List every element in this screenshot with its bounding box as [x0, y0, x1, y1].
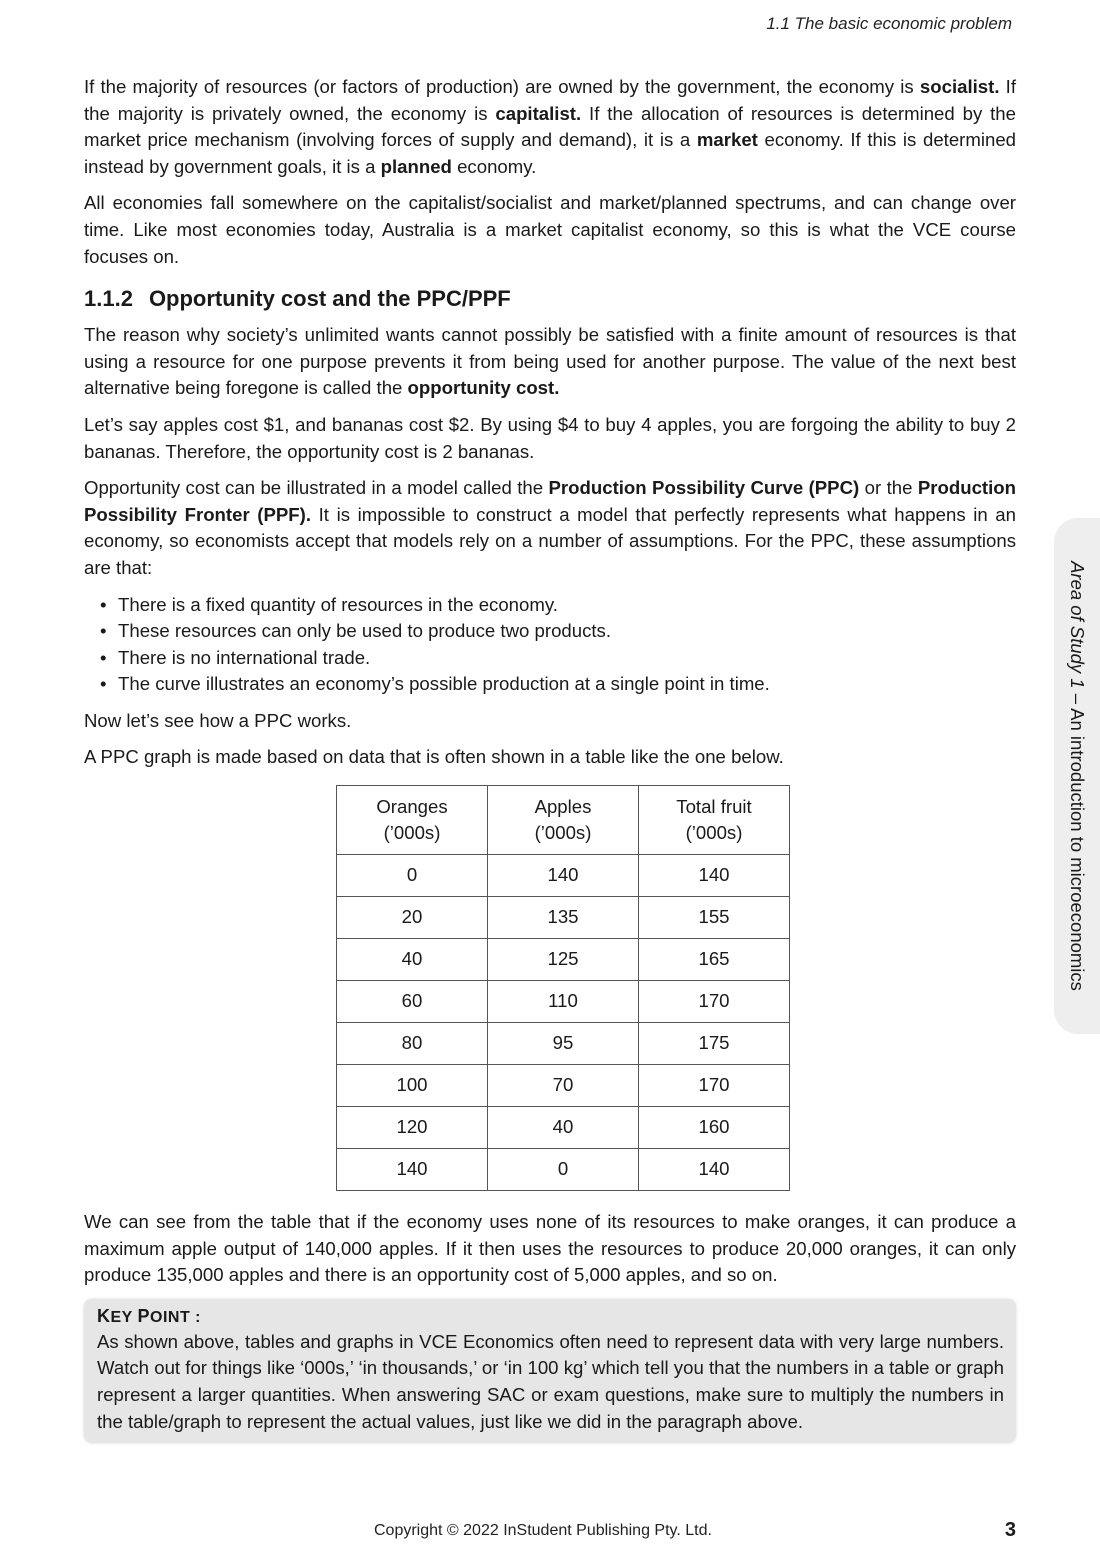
- text: It is impossible to construct a model that perfectly represents what happens in an economy, so economists accept that models rely on a number of assumptions. For the PPC, these assumptions are that:: [84, 503, 1016, 578]
- header-unit: (’000s): [534, 822, 592, 844]
- text: If the majority of resources (or factors of production) are owned by the government, the economy is: [84, 76, 920, 97]
- table-row: [337, 939, 790, 981]
- list-item: • There is no international trade.: [118, 645, 1016, 672]
- list-item: • There is a fixed quantity of resources in the economy.: [118, 592, 1016, 619]
- key-point-text: As shown above, tables and graphs in VCE Economics often need to represent data with very large numbers. Watch out for things like ‘000s,’ ‘in thousands,’ or ‘in 100 kg’ which tell you that the numbers in a table or graph represent a larger quantities. When answering SAC or exam questions, make sure to multiply the numbers in the table/graph to represent the actual values, just like we did in the paragraph above.: [97, 1330, 1004, 1432]
- text: EY: [110, 1308, 138, 1326]
- section-title: Opportunity cost and the PPC/PPF: [148, 286, 511, 312]
- table-row: [337, 855, 790, 897]
- table-row: [337, 1023, 790, 1065]
- text: – An introduction to microeconomics: [1067, 688, 1088, 991]
- cell-oranges: 20: [337, 897, 488, 939]
- running-header: 1.1 The basic economic problem: [766, 14, 1012, 33]
- assumptions-list: [84, 592, 1016, 698]
- text: OINT :: [150, 1308, 202, 1326]
- list-item: • These resources can only be used to produce two products.: [118, 618, 1016, 645]
- paragraph-ppc-model: [84, 475, 1016, 581]
- term-opportunity-cost: opportunity cost.: [407, 377, 560, 399]
- cell-apples: 125: [488, 939, 639, 981]
- text: Area of Study 1: [1067, 561, 1088, 689]
- table-row: [337, 981, 790, 1023]
- paragraph-economy-types: [84, 74, 1016, 180]
- cell-oranges: 80: [337, 1023, 488, 1065]
- cell-total: 170: [639, 981, 790, 1023]
- footer-copyright: Copyright © 2022 InStudent Publishing Pty. Ltd.: [374, 1522, 712, 1539]
- term-ppf: Production Possibility Fronter (PPF).: [84, 477, 1016, 525]
- cell-total: 175: [639, 1023, 790, 1065]
- text: or the: [859, 477, 918, 499]
- paragraph-table-intro: A PPC graph is made based on data that is often shown in a table like the one below.: [84, 746, 784, 768]
- cell-oranges: 0: [337, 855, 488, 897]
- section-heading: [84, 284, 1016, 314]
- cell-oranges: 140: [337, 1149, 488, 1191]
- table-row: [337, 1149, 790, 1191]
- paragraph-spectrum: All economies fall somewhere on the capitalist/socialist and market/planned spectrums, and can change over time. Like most economies today, Australia is a market capitalist economy, so this is what the VCE course focuses on.: [84, 192, 1016, 267]
- cell-apples: 40: [488, 1107, 639, 1149]
- cell-total: 160: [639, 1107, 790, 1149]
- term-planned: planned: [380, 155, 452, 177]
- chapter-side-tab: [1054, 518, 1100, 1034]
- key-point-title: [97, 1305, 1004, 1329]
- ppc-data-table: [336, 785, 790, 1191]
- paragraph-opportunity-cost: [84, 322, 1016, 402]
- list-item: • The curve illustrates an economy’s possible production at a single point in time.: [118, 671, 1016, 698]
- cell-apples: 135: [488, 897, 639, 939]
- paragraph-how-ppc-works: Now let’s see how a PPC works.: [84, 709, 352, 731]
- text: If the majority is privately owned, the economy is: [84, 76, 1017, 124]
- paragraph-table-explanation: We can see from the table that if the economy uses none of its resources to make oranges, it can produce a maximum apple output of 140,000 apples. If it then uses the resources to produce 20,000 oranges, it can only produce 135,000 apples and there is an opportunity cost of 5,000 apples, and so on.: [84, 1211, 1016, 1286]
- cell-apples: 70: [488, 1065, 639, 1107]
- header-total-fruit: [639, 786, 790, 855]
- cell-oranges: 40: [337, 939, 488, 981]
- header-unit: (’000s): [685, 822, 743, 844]
- text: Opportunity cost can be illustrated in a model called the: [84, 477, 549, 499]
- table-row: [337, 1107, 790, 1149]
- cell-total: 140: [639, 1149, 790, 1191]
- cell-total: 155: [639, 897, 790, 939]
- term-market: market: [696, 129, 758, 151]
- cell-oranges: 100: [337, 1065, 488, 1107]
- cell-apples: 110: [488, 981, 639, 1023]
- term-ppc: Production Possibility Curve (PPC): [548, 477, 860, 499]
- term-capitalist: capitalist.: [495, 102, 582, 124]
- table-row: [337, 897, 790, 939]
- text: K: [97, 1305, 111, 1326]
- cell-oranges: 120: [337, 1107, 488, 1149]
- cell-total: 170: [639, 1065, 790, 1107]
- header-oranges: [337, 786, 488, 855]
- term-socialist: socialist.: [919, 76, 1000, 97]
- text: The reason why society’s unlimited wants cannot possibly be satisfied with a finite amount of resources is that using a resource for one purpose prevents it from being used for another purpose. The value of the next best alternative being foregone is called the: [84, 324, 1016, 399]
- text: If the allocation of resources is determined by the market price mechanism (involving forces of supply and demand), it is a: [84, 102, 1016, 151]
- cell-total: 140: [639, 855, 790, 897]
- page-content: [84, 74, 1016, 1443]
- cell-apples: 0: [488, 1149, 639, 1191]
- text: economy. If this is determined instead by government goals, it is a: [84, 129, 1016, 177]
- side-tab-label: [1066, 561, 1088, 991]
- cell-oranges: 60: [337, 981, 488, 1023]
- page-number: 3: [1004, 1519, 1016, 1541]
- cell-apples: 95: [488, 1023, 639, 1065]
- cell-apples: 140: [488, 855, 639, 897]
- header-apples: [488, 786, 639, 855]
- header-label: Oranges: [376, 796, 448, 818]
- table-header-row: [337, 786, 790, 855]
- cell-total: 165: [639, 939, 790, 981]
- text: P: [137, 1305, 151, 1326]
- text: economy.: [451, 155, 537, 177]
- header-label: Apples: [534, 796, 592, 818]
- table-row: [337, 1065, 790, 1107]
- key-point-box: [84, 1299, 1016, 1443]
- section-number: 1.1.2: [84, 286, 133, 312]
- header-label: Total fruit: [676, 796, 752, 818]
- header-unit: (’000s): [383, 822, 441, 844]
- paragraph-apples-example: Let’s say apples cost $1, and bananas cost $2. By using $4 to buy 4 apples, you are forgoing the ability to buy 2 bananas. Therefore, the opportunity cost is 2 bananas.: [84, 413, 1016, 462]
